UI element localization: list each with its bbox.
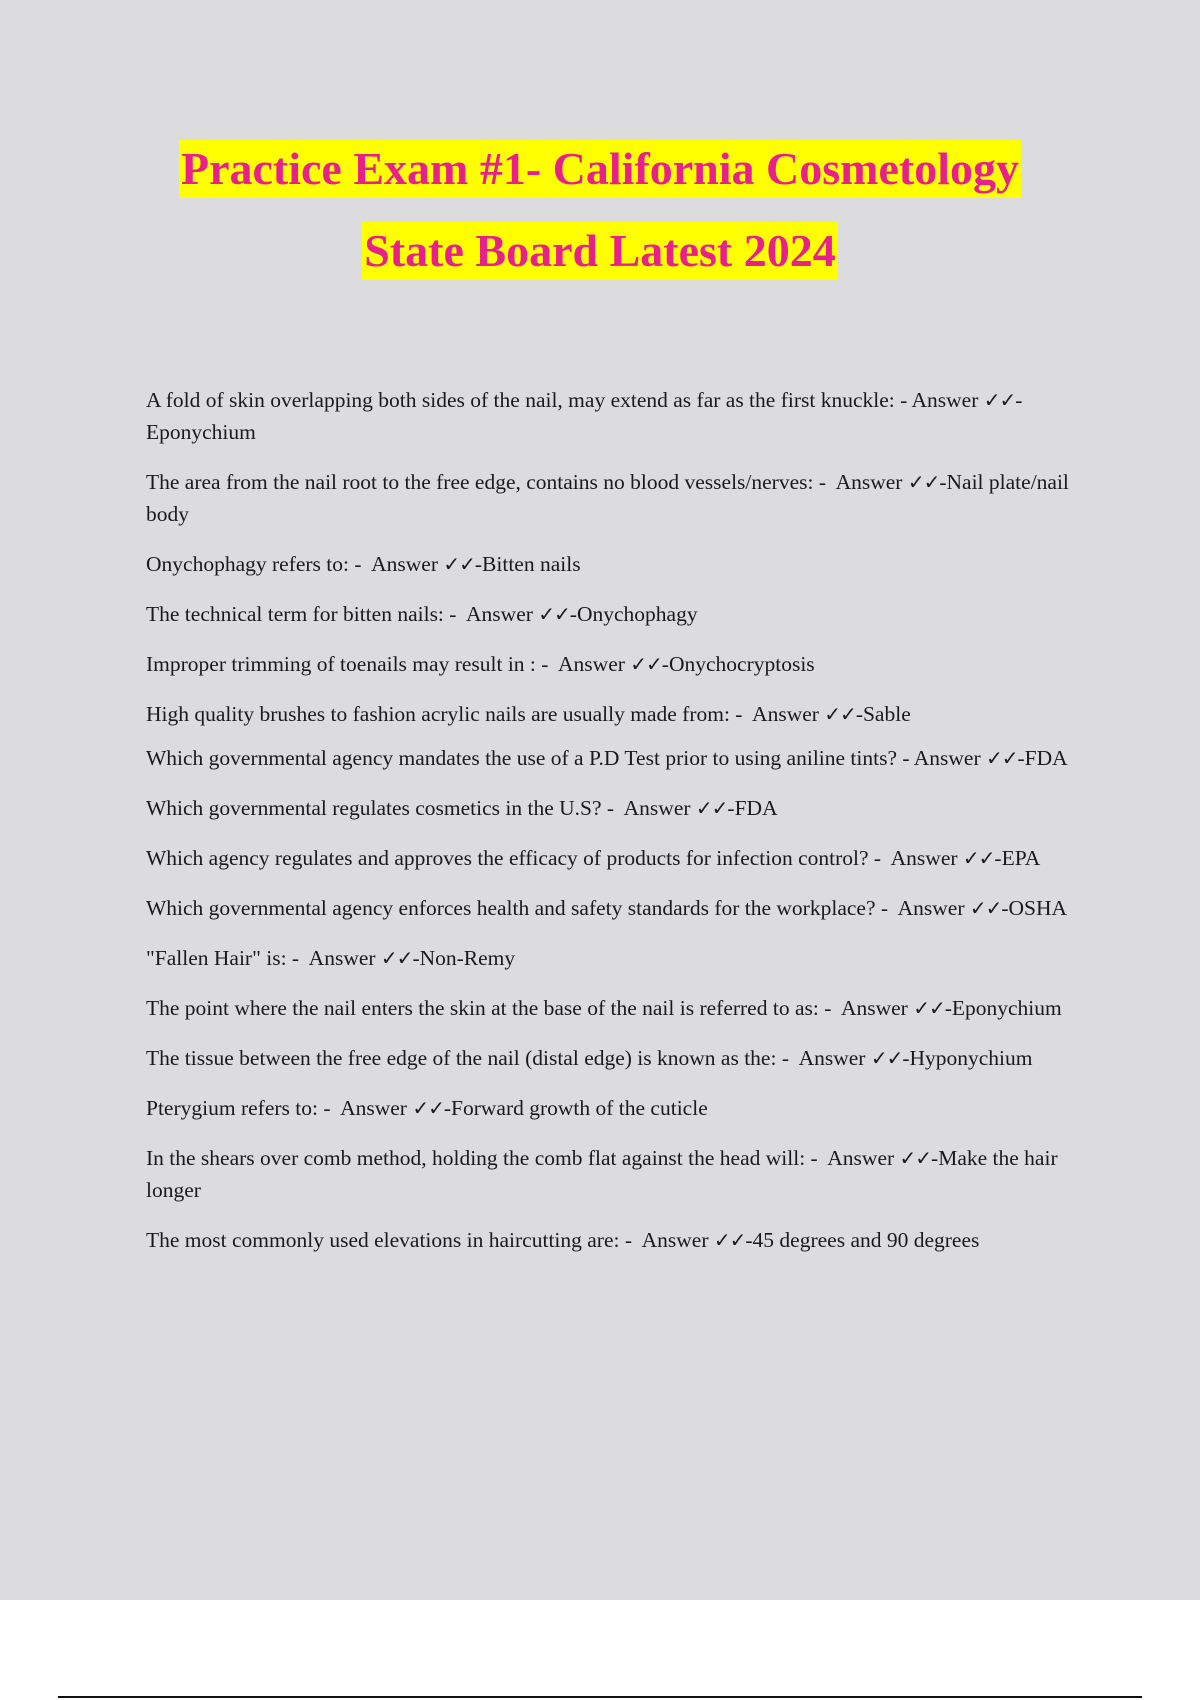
qa-item [146,1042,1096,1074]
double-check-icon: ✓✓ [538,602,570,626]
answer-label: Answer [911,388,979,412]
answer-text: -Forward growth of the cuticle [443,1096,708,1120]
double-check-icon: ✓✓ [899,1146,932,1170]
answer-text: -Non-Remy [412,946,516,970]
answer-label: Answer [308,946,376,970]
qa-item [146,648,1096,680]
qa-item [146,1142,1096,1206]
answer-label: Answer [466,602,533,626]
answer-text: -Eponychium [146,388,1023,444]
answer-label: Answer [827,1146,895,1170]
answer-text: -Bitten nails [474,552,581,576]
answer-text: -Eponychium [944,996,1062,1020]
qa-item [146,742,1096,774]
answer-label: Answer [897,896,965,920]
question-answer-list [146,384,1096,1274]
answer-text: -Sable [855,702,911,726]
title-line-1: Practice Exam #1- California Cosmetology [179,140,1021,198]
answer-label: Answer [840,996,908,1020]
question-text: "Fallen Hair" is: - [146,946,305,970]
answer-label: Answer [641,1228,709,1252]
double-check-icon: ✓✓ [969,896,1002,920]
document-title [0,140,1200,280]
double-check-icon: ✓✓ [443,552,475,576]
answer-text: -45 degrees and 90 degrees [745,1228,980,1252]
qa-item [146,1224,1096,1256]
double-check-icon: ✓✓ [870,1046,903,1070]
double-check-icon: ✓✓ [962,846,995,870]
answer-label: Answer [371,552,438,576]
answer-text: -FDA [1017,746,1068,770]
qa-item [146,892,1096,924]
answer-label: Answer [835,470,903,494]
question-text: Which governmental agency mandates the use of a P.D Test prior to using aniline tints? - [146,746,910,770]
qa-item [146,384,1096,448]
question-text: The tissue between the free edge of the nail (distal edge) is known as the: - [146,1046,795,1070]
title-line-2: State Board Latest 2024 [362,222,837,280]
double-check-icon: ✓✓ [695,796,728,820]
answer-label: Answer [890,846,958,870]
answer-text: -Onychophagy [569,602,698,626]
qa-item [146,698,1096,730]
double-check-icon: ✓✓ [983,388,1016,412]
question-text: Onychophagy refers to: - [146,552,367,576]
double-check-icon: ✓✓ [412,1096,444,1120]
double-check-icon: ✓✓ [913,996,945,1020]
double-check-icon: ✓✓ [986,746,1018,770]
question-text: High quality brushes to fashion acrylic nails are usually made from: - [146,702,748,726]
qa-item [146,598,1096,630]
answer-text: -Onychocryptosis [661,652,815,676]
footer-divider [58,1696,1142,1698]
double-check-icon: ✓✓ [630,652,662,676]
double-check-icon: ✓✓ [907,470,940,494]
answer-text: -Hyponychium [902,1046,1033,1070]
answer-label: Answer [798,1046,866,1070]
answer-label: Answer [752,702,819,726]
answer-label: Answer [340,1096,407,1120]
answer-text: -OSHA [1001,896,1068,920]
answer-label: Answer [913,746,981,770]
question-text: Which governmental agency enforces health and safety standards for the workplace? - [146,896,894,920]
qa-item [146,792,1096,824]
answer-text: -Nail plate/nail body [146,470,1069,526]
question-text: In the shears over comb method, holding the comb flat against the head will: - [146,1146,824,1170]
double-check-icon: ✓✓ [713,1228,746,1252]
question-text: The most commonly used elevations in haircutting are: - [146,1228,638,1252]
answer-label: Answer [623,796,691,820]
question-text: Pterygium refers to: - [146,1096,336,1120]
qa-item [146,992,1096,1024]
question-text: Which governmental regulates cosmetics in the U.S? - [146,796,620,820]
answer-text: -Make the hair longer [146,1146,1058,1202]
qa-item [146,1092,1096,1124]
answer-text: -EPA [994,846,1041,870]
answer-text: -FDA [727,796,778,820]
question-text: The technical term for bitten nails: - [146,602,462,626]
question-text: The point where the nail enters the skin at the base of the nail is referred to as: - [146,996,837,1020]
double-check-icon: ✓✓ [380,946,413,970]
answer-label: Answer [558,652,625,676]
qa-item [146,942,1096,974]
qa-item [146,466,1096,530]
qa-item [146,842,1096,874]
question-text: A fold of skin overlapping both sides of the nail, may extend as far as the first knuckle: - [146,388,908,412]
qa-item [146,548,1096,580]
question-text: Which agency regulates and approves the efficacy of products for infection control? - [146,846,887,870]
question-text: The area from the nail root to the free edge, contains no blood vessels/nerves: - [146,470,832,494]
double-check-icon: ✓✓ [824,702,856,726]
question-text: Improper trimming of toenails may result in : - [146,652,554,676]
